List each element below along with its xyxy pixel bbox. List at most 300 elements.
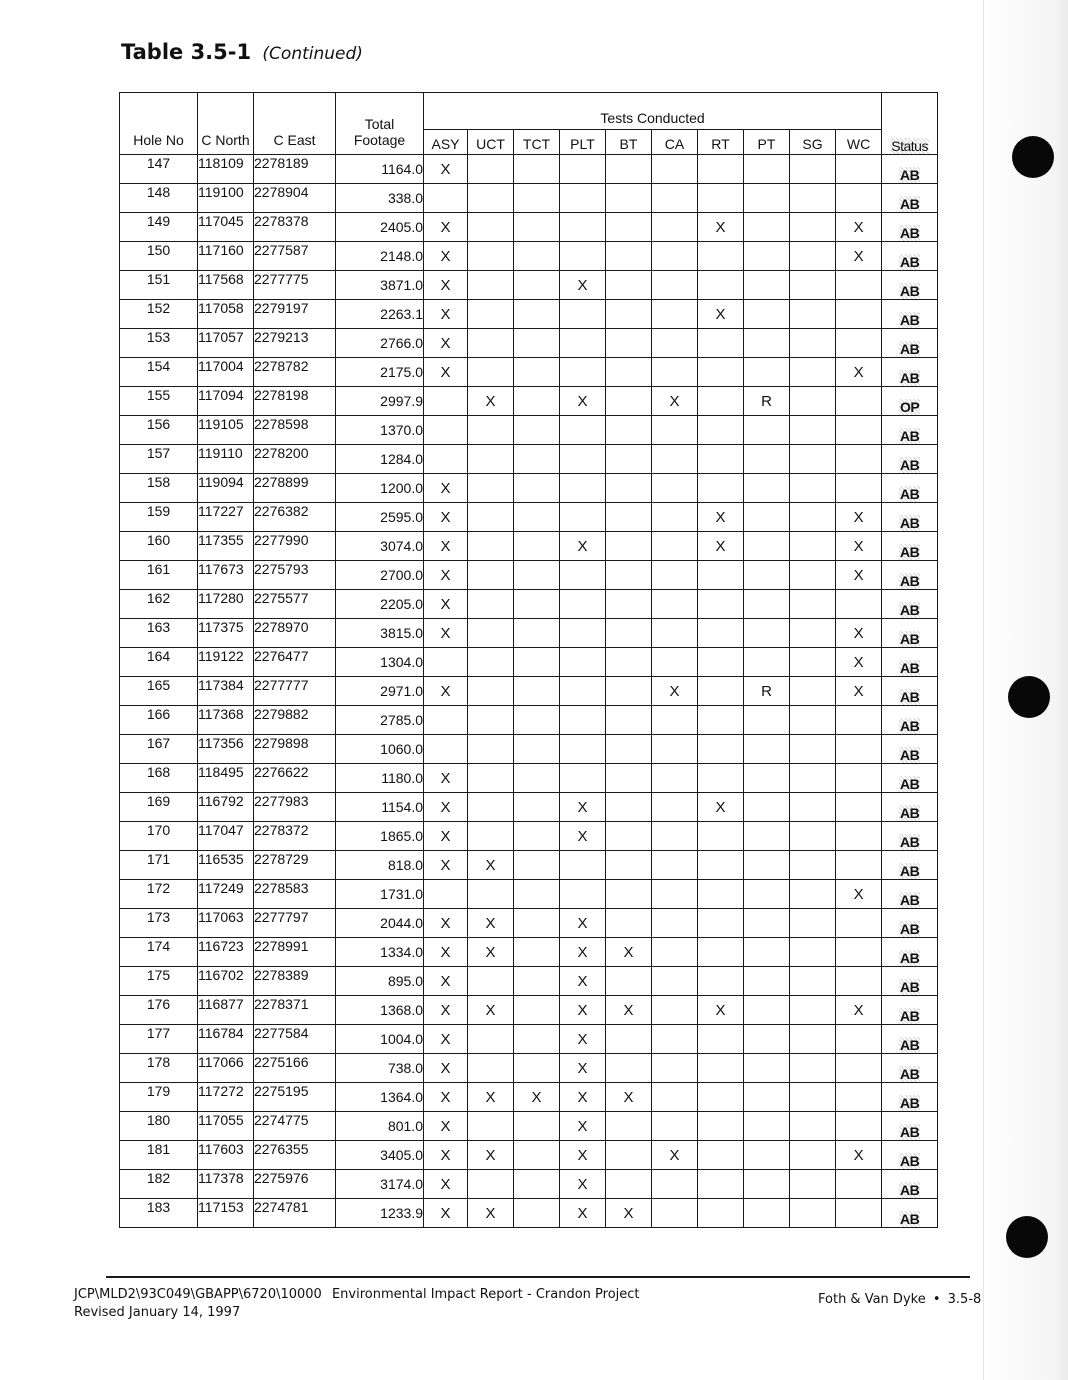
cell-status	[882, 822, 938, 851]
cell-test-uct	[468, 213, 514, 242]
cell-test-ca	[652, 445, 698, 474]
table-row	[120, 590, 938, 619]
cell-test-asy: X	[424, 1199, 468, 1228]
table-row	[120, 242, 938, 271]
cell-test-ca	[652, 271, 698, 300]
table-row	[120, 1112, 938, 1141]
cell-c-east: 2275976	[254, 1170, 336, 1199]
cell-test-ca	[652, 503, 698, 532]
cell-test-uct	[468, 271, 514, 300]
cell-test-ca	[652, 793, 698, 822]
cell-test-asy: X	[424, 967, 468, 996]
cell-status	[882, 184, 938, 213]
cell-c-east: 2278782	[254, 358, 336, 387]
cell-test-ca	[652, 938, 698, 967]
cell-test-uct	[468, 358, 514, 387]
cell-total-footage: 338.0	[336, 184, 424, 213]
cell-test-wc	[836, 155, 882, 184]
cell-total-footage: 801.0	[336, 1112, 424, 1141]
cell-c-east: 2278583	[254, 880, 336, 909]
cell-test-bt	[606, 445, 652, 474]
cell-test-pt	[744, 590, 790, 619]
cell-hole-no: 173	[120, 909, 198, 938]
cell-total-footage: 1154.0	[336, 793, 424, 822]
cell-test-ca	[652, 1083, 698, 1112]
header-c-east: C East	[254, 93, 336, 155]
cell-status	[882, 1025, 938, 1054]
cell-test-plt	[560, 300, 606, 329]
cell-status	[882, 300, 938, 329]
cell-c-east: 2276355	[254, 1141, 336, 1170]
cell-test-wc	[836, 474, 882, 503]
cell-test-bt	[606, 561, 652, 590]
cell-test-sg	[790, 387, 836, 416]
cell-test-plt: X	[560, 1083, 606, 1112]
cell-test-sg	[790, 300, 836, 329]
cell-hole-no: 182	[120, 1170, 198, 1199]
cell-hole-no: 149	[120, 213, 198, 242]
cell-c-north: 117249	[198, 880, 254, 909]
cell-test-sg	[790, 503, 836, 532]
status-badge: AB	[900, 1182, 920, 1198]
cell-c-east: 2278899	[254, 474, 336, 503]
status-badge: AB	[900, 1153, 920, 1169]
cell-c-north: 117355	[198, 532, 254, 561]
cell-test-pt	[744, 909, 790, 938]
cell-test-pt	[744, 851, 790, 880]
table-row	[120, 648, 938, 677]
footer-path: JCP\MLD2\93C049\GBAPP\6720\10000	[74, 1287, 322, 1302]
cell-test-rt	[698, 445, 744, 474]
cell-test-tct	[514, 474, 560, 503]
cell-test-bt	[606, 619, 652, 648]
cell-test-wc	[836, 793, 882, 822]
cell-test-wc: X	[836, 996, 882, 1025]
status-badge: AB	[900, 921, 920, 937]
cell-test-uct: X	[468, 851, 514, 880]
punch-hole-top	[1012, 136, 1054, 178]
cell-test-tct	[514, 822, 560, 851]
footer-right	[818, 1292, 981, 1307]
cell-hole-no: 176	[120, 996, 198, 1025]
cell-test-ca	[652, 619, 698, 648]
footer-revised: Revised January 14, 1997	[74, 1305, 241, 1320]
cell-test-wc	[836, 1170, 882, 1199]
status-badge: AB	[900, 747, 920, 763]
status-badge: AB	[900, 196, 920, 212]
cell-test-sg	[790, 996, 836, 1025]
cell-test-pt	[744, 822, 790, 851]
cell-test-wc: X	[836, 648, 882, 677]
cell-c-east: 2275166	[254, 1054, 336, 1083]
table-row	[120, 822, 938, 851]
cell-total-footage: 1060.0	[336, 735, 424, 764]
cell-c-north: 116702	[198, 967, 254, 996]
cell-test-sg	[790, 561, 836, 590]
cell-test-pt	[744, 764, 790, 793]
cell-test-rt	[698, 677, 744, 706]
cell-status	[882, 967, 938, 996]
cell-test-sg	[790, 764, 836, 793]
punch-hole-bottom	[1006, 1216, 1048, 1258]
cell-hole-no: 169	[120, 793, 198, 822]
status-badge: AB	[900, 1008, 920, 1024]
page-edge-line	[983, 0, 984, 1380]
cell-test-asy: X	[424, 1025, 468, 1054]
cell-test-rt	[698, 619, 744, 648]
status-badge: AB	[900, 660, 920, 676]
cell-hole-no: 180	[120, 1112, 198, 1141]
cell-test-wc	[836, 1054, 882, 1083]
cell-c-north: 116784	[198, 1025, 254, 1054]
cell-c-east: 2278904	[254, 184, 336, 213]
cell-test-wc: X	[836, 561, 882, 590]
cell-test-rt	[698, 1083, 744, 1112]
cell-test-tct	[514, 706, 560, 735]
status-badge: AB	[900, 370, 920, 386]
cell-test-asy: X	[424, 503, 468, 532]
cell-test-uct	[468, 735, 514, 764]
cell-hole-no: 153	[120, 329, 198, 358]
cell-test-sg	[790, 793, 836, 822]
table-row	[120, 300, 938, 329]
cell-test-plt	[560, 648, 606, 677]
cell-test-pt	[744, 706, 790, 735]
table-row	[120, 880, 938, 909]
cell-test-rt: X	[698, 532, 744, 561]
cell-test-ca	[652, 532, 698, 561]
table-row	[120, 184, 938, 213]
cell-test-wc: X	[836, 1141, 882, 1170]
cell-c-north: 117603	[198, 1141, 254, 1170]
header-test-asy: ASY	[424, 130, 468, 155]
cell-test-pt	[744, 474, 790, 503]
cell-test-tct	[514, 1054, 560, 1083]
cell-test-uct	[468, 532, 514, 561]
cell-total-footage: 2263.1	[336, 300, 424, 329]
table-row	[120, 735, 938, 764]
cell-test-sg	[790, 677, 836, 706]
cell-status	[882, 938, 938, 967]
cell-test-rt: X	[698, 503, 744, 532]
cell-test-ca	[652, 1199, 698, 1228]
cell-test-wc	[836, 1025, 882, 1054]
cell-test-uct	[468, 445, 514, 474]
cell-test-pt	[744, 300, 790, 329]
cell-status	[882, 648, 938, 677]
status-badge: AB	[900, 602, 920, 618]
table-row	[120, 387, 938, 416]
cell-c-north: 117356	[198, 735, 254, 764]
cell-test-plt: X	[560, 909, 606, 938]
cell-test-sg	[790, 358, 836, 387]
cell-test-bt	[606, 909, 652, 938]
cell-test-uct: X	[468, 1199, 514, 1228]
status-badge: AB	[900, 834, 920, 850]
cell-c-north: 118495	[198, 764, 254, 793]
cell-test-uct	[468, 648, 514, 677]
cell-test-sg	[790, 619, 836, 648]
cell-c-east: 2277777	[254, 677, 336, 706]
cell-hole-no: 161	[120, 561, 198, 590]
cell-hole-no: 172	[120, 880, 198, 909]
cell-test-sg	[790, 416, 836, 445]
cell-test-asy: X	[424, 358, 468, 387]
cell-test-rt	[698, 1025, 744, 1054]
cell-status	[882, 445, 938, 474]
cell-test-tct	[514, 445, 560, 474]
cell-test-ca	[652, 242, 698, 271]
cell-test-rt	[698, 764, 744, 793]
cell-test-wc	[836, 1083, 882, 1112]
cell-c-east: 2278371	[254, 996, 336, 1025]
cell-test-sg	[790, 648, 836, 677]
table-row	[120, 358, 938, 387]
cell-status	[882, 706, 938, 735]
cell-test-ca	[652, 329, 698, 358]
cell-c-north: 117055	[198, 1112, 254, 1141]
cell-test-wc	[836, 822, 882, 851]
cell-test-sg	[790, 706, 836, 735]
table-row	[120, 677, 938, 706]
cell-c-east: 2277584	[254, 1025, 336, 1054]
cell-status	[882, 1141, 938, 1170]
cell-test-uct: X	[468, 996, 514, 1025]
cell-test-asy: X	[424, 1170, 468, 1199]
cell-c-east: 2278729	[254, 851, 336, 880]
status-badge: AB	[900, 167, 920, 183]
header-test-tct: TCT	[514, 130, 560, 155]
cell-total-footage: 1233.9	[336, 1199, 424, 1228]
cell-test-tct	[514, 213, 560, 242]
cell-test-asy: X	[424, 213, 468, 242]
status-badge: AB	[900, 979, 920, 995]
cell-c-east: 2275195	[254, 1083, 336, 1112]
footer-company: Foth & Van Dyke	[818, 1292, 926, 1307]
status-badge: AB	[900, 515, 920, 531]
cell-test-pt	[744, 213, 790, 242]
cell-test-tct	[514, 793, 560, 822]
cell-test-asy: X	[424, 271, 468, 300]
cell-hole-no: 162	[120, 590, 198, 619]
cell-test-asy: X	[424, 300, 468, 329]
cell-c-east: 2278991	[254, 938, 336, 967]
cell-total-footage: 1304.0	[336, 648, 424, 677]
cell-total-footage: 2175.0	[336, 358, 424, 387]
status-badge: OP	[900, 399, 920, 415]
cell-test-rt: X	[698, 300, 744, 329]
cell-total-footage: 1368.0	[336, 996, 424, 1025]
cell-test-plt: X	[560, 1112, 606, 1141]
table-row	[120, 474, 938, 503]
cell-test-tct	[514, 1112, 560, 1141]
cell-status	[882, 242, 938, 271]
status-badge: AB	[900, 892, 920, 908]
cell-test-uct	[468, 561, 514, 590]
cell-test-plt	[560, 764, 606, 793]
cell-test-ca	[652, 474, 698, 503]
cell-test-uct	[468, 764, 514, 793]
cell-test-sg	[790, 329, 836, 358]
cell-hole-no: 183	[120, 1199, 198, 1228]
cell-status	[882, 1083, 938, 1112]
status-badge: AB	[900, 950, 920, 966]
header-test-bt: BT	[606, 130, 652, 155]
table-row	[120, 706, 938, 735]
cell-test-pt	[744, 793, 790, 822]
cell-hole-no: 159	[120, 503, 198, 532]
cell-c-north: 117384	[198, 677, 254, 706]
cell-hole-no: 163	[120, 619, 198, 648]
cell-status	[882, 793, 938, 822]
cell-test-bt: X	[606, 996, 652, 1025]
cell-test-sg	[790, 445, 836, 474]
cell-test-asy: X	[424, 532, 468, 561]
cell-test-sg	[790, 880, 836, 909]
cell-test-uct	[468, 155, 514, 184]
table-title-qualifier: (Continued)	[262, 44, 363, 64]
cell-test-wc: X	[836, 677, 882, 706]
cell-total-footage: 1364.0	[336, 1083, 424, 1112]
cell-test-plt	[560, 242, 606, 271]
table-row	[120, 1170, 938, 1199]
cell-c-east: 2278189	[254, 155, 336, 184]
cell-test-asy: X	[424, 793, 468, 822]
cell-test-ca	[652, 1170, 698, 1199]
header-c-north: C North	[198, 93, 254, 155]
cell-test-plt: X	[560, 271, 606, 300]
cell-test-pt: R	[744, 387, 790, 416]
cell-c-east: 2278198	[254, 387, 336, 416]
cell-test-uct: X	[468, 1141, 514, 1170]
cell-total-footage: 1334.0	[336, 938, 424, 967]
cell-test-sg	[790, 851, 836, 880]
cell-test-uct	[468, 706, 514, 735]
cell-test-wc	[836, 416, 882, 445]
cell-c-north: 119110	[198, 445, 254, 474]
cell-test-tct	[514, 387, 560, 416]
cell-test-tct	[514, 851, 560, 880]
cell-hole-no: 157	[120, 445, 198, 474]
cell-status	[882, 532, 938, 561]
cell-c-north: 117058	[198, 300, 254, 329]
cell-test-rt: X	[698, 213, 744, 242]
cell-test-uct	[468, 967, 514, 996]
cell-c-east: 2277983	[254, 793, 336, 822]
cell-test-pt	[744, 242, 790, 271]
cell-test-plt	[560, 329, 606, 358]
status-badge: AB	[900, 486, 920, 502]
cell-test-tct	[514, 155, 560, 184]
status-badge: AB	[900, 1095, 920, 1111]
cell-test-bt	[606, 880, 652, 909]
cell-test-bt	[606, 851, 652, 880]
cell-test-plt: X	[560, 793, 606, 822]
cell-test-ca	[652, 706, 698, 735]
cell-test-plt	[560, 851, 606, 880]
header-total-footage-line1: Total	[364, 116, 395, 132]
cell-status	[882, 996, 938, 1025]
cell-test-asy: X	[424, 329, 468, 358]
cell-test-ca	[652, 909, 698, 938]
cell-test-wc	[836, 445, 882, 474]
table-row	[120, 561, 938, 590]
cell-hole-no: 168	[120, 764, 198, 793]
cell-hole-no: 164	[120, 648, 198, 677]
cell-test-bt	[606, 822, 652, 851]
cell-test-wc	[836, 909, 882, 938]
cell-test-pt	[744, 445, 790, 474]
cell-total-footage: 1200.0	[336, 474, 424, 503]
cell-test-asy: X	[424, 590, 468, 619]
header-test-sg: SG	[790, 130, 836, 155]
table-row	[120, 416, 938, 445]
cell-test-plt	[560, 213, 606, 242]
cell-test-tct	[514, 242, 560, 271]
cell-test-plt	[560, 880, 606, 909]
cell-total-footage: 1370.0	[336, 416, 424, 445]
cell-test-asy: X	[424, 561, 468, 590]
cell-test-ca	[652, 590, 698, 619]
cell-total-footage: 3815.0	[336, 619, 424, 648]
cell-test-rt	[698, 1170, 744, 1199]
cell-test-pt	[744, 155, 790, 184]
cell-hole-no: 181	[120, 1141, 198, 1170]
cell-c-east: 2277990	[254, 532, 336, 561]
table-row	[120, 938, 938, 967]
cell-status	[882, 764, 938, 793]
cell-hole-no: 166	[120, 706, 198, 735]
cell-test-bt	[606, 474, 652, 503]
cell-test-asy	[424, 184, 468, 213]
cell-test-wc	[836, 764, 882, 793]
cell-test-plt	[560, 619, 606, 648]
cell-test-pt	[744, 1141, 790, 1170]
cell-c-east: 2278389	[254, 967, 336, 996]
cell-test-rt	[698, 706, 744, 735]
cell-test-ca	[652, 155, 698, 184]
cell-status	[882, 416, 938, 445]
cell-total-footage: 2997.9	[336, 387, 424, 416]
cell-test-rt	[698, 648, 744, 677]
table-row	[120, 532, 938, 561]
cell-test-bt	[606, 1054, 652, 1083]
cell-test-ca	[652, 996, 698, 1025]
cell-test-wc: X	[836, 358, 882, 387]
cell-test-bt	[606, 1025, 652, 1054]
cell-total-footage: 2148.0	[336, 242, 424, 271]
cell-test-sg	[790, 1170, 836, 1199]
cell-test-asy: X	[424, 909, 468, 938]
cell-test-wc: X	[836, 503, 882, 532]
cell-test-plt	[560, 590, 606, 619]
cell-test-asy: X	[424, 1141, 468, 1170]
cell-c-north: 116792	[198, 793, 254, 822]
cell-c-east: 2279213	[254, 329, 336, 358]
cell-test-bt	[606, 967, 652, 996]
cell-test-ca	[652, 358, 698, 387]
cell-test-bt	[606, 793, 652, 822]
cell-hole-no: 150	[120, 242, 198, 271]
cell-test-wc	[836, 387, 882, 416]
cell-test-rt	[698, 851, 744, 880]
cell-test-bt	[606, 1141, 652, 1170]
cell-test-asy	[424, 445, 468, 474]
cell-test-uct: X	[468, 1083, 514, 1112]
cell-test-tct	[514, 619, 560, 648]
tests-table	[119, 92, 938, 1228]
cell-test-rt	[698, 242, 744, 271]
